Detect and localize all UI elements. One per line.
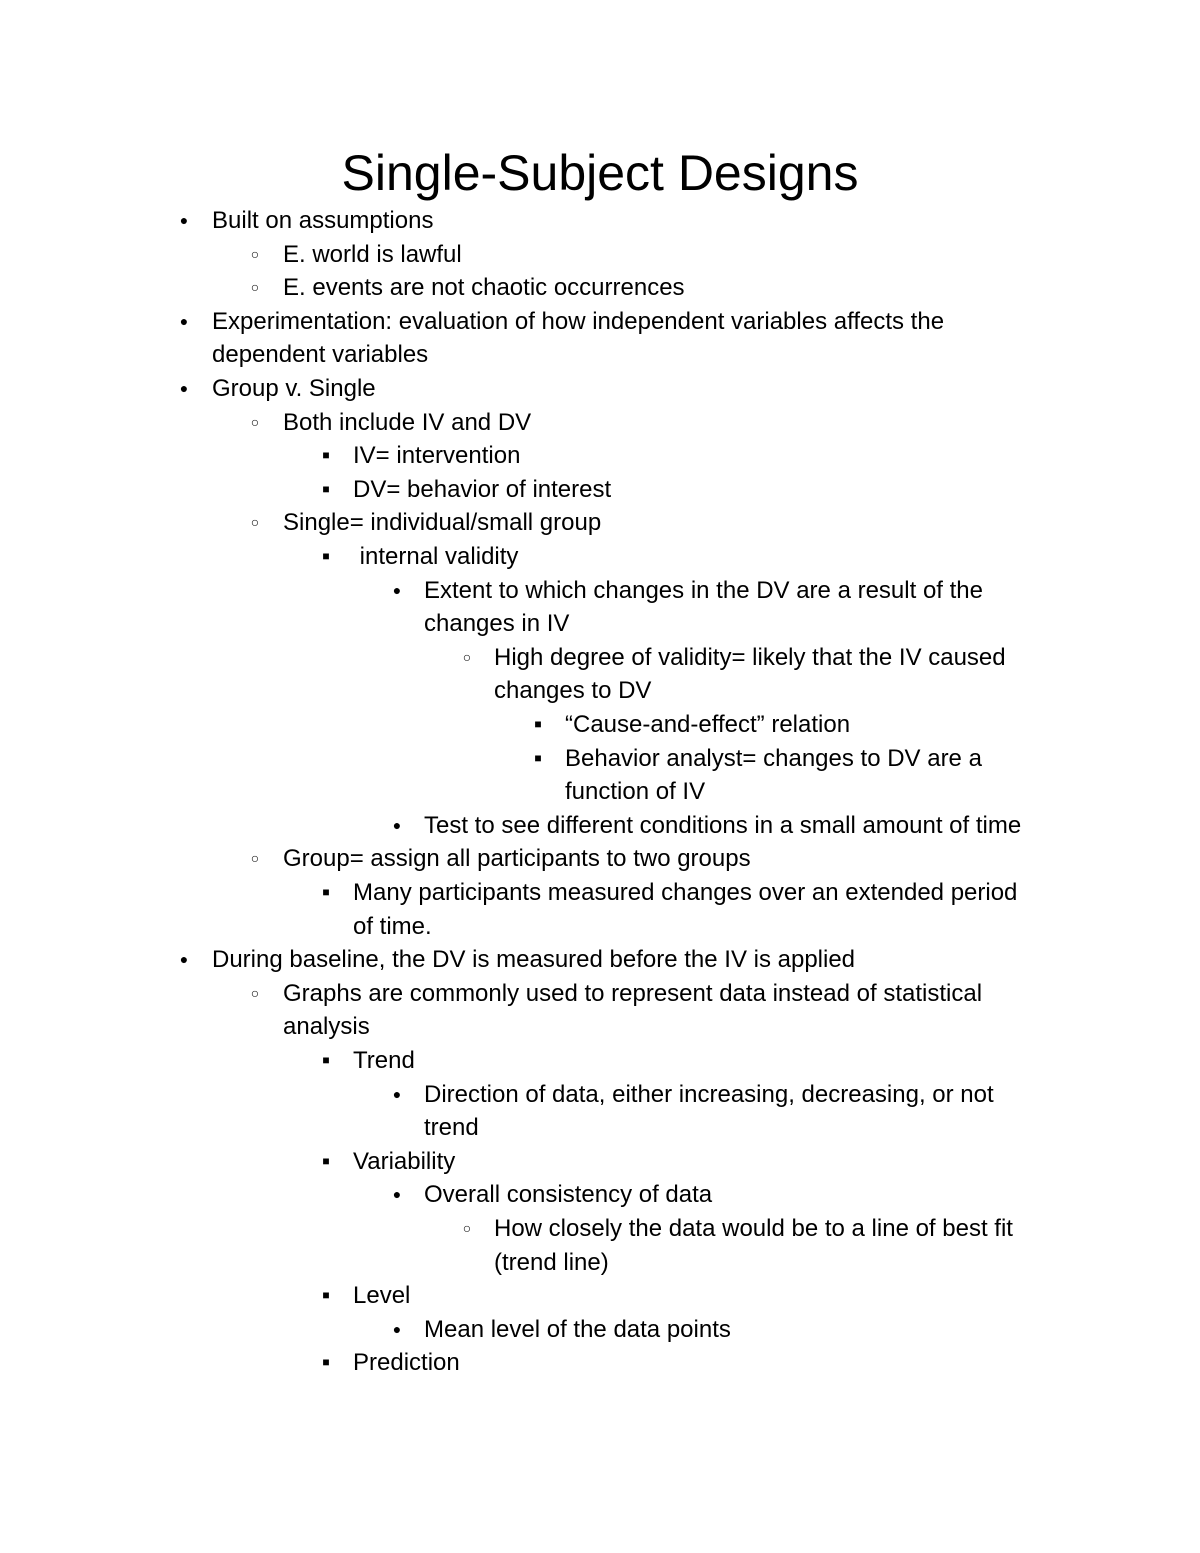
list-item: [212, 305, 1080, 372]
filled-circle-bullet-icon: ●: [179, 312, 189, 329]
hollow-circle-bullet-icon: ○: [250, 279, 260, 296]
list-item-text-line: E. events are not chaotic occurrences: [283, 274, 685, 302]
list-item-text-line: dependent variables: [212, 341, 429, 369]
hollow-circle-bullet-icon: ○: [250, 850, 260, 867]
list-item-text-line: Both include IV and DV: [283, 408, 532, 436]
list-item: [424, 1078, 1080, 1145]
list-item-text-line: analysis: [283, 1013, 370, 1041]
list-item-text-line: (trend line): [494, 1248, 609, 1276]
filled-circle-bullet-icon: ●: [392, 1186, 402, 1203]
filled-circle-bullet-icon: ●: [392, 581, 402, 598]
list-item-text-line: changes in IV: [424, 610, 570, 638]
list-item-text-line: of time.: [353, 912, 432, 940]
filled-circle-bullet-icon: ●: [392, 1085, 402, 1102]
list-item: [353, 439, 1080, 473]
list-item-text-line: internal validity: [353, 543, 519, 570]
list-item-text-line: Group= assign all participants to two groups: [283, 845, 751, 873]
hollow-circle-bullet-icon: ○: [250, 245, 260, 262]
list-item: [424, 1178, 1080, 1212]
list-item: [565, 708, 1080, 742]
list-item-text-line: During baseline, the DV is measured before the IV is applied: [212, 946, 856, 974]
list-item-text-line: Many participants measured changes over an extended period: [353, 879, 1018, 906]
list-item-text-line: “Cause-and-effect” relation: [565, 711, 851, 738]
filled-circle-bullet-icon: ●: [392, 1320, 402, 1337]
filled-circle-bullet-icon: ●: [179, 380, 189, 396]
hollow-circle-bullet-icon: ○: [462, 648, 472, 665]
list-item: [353, 1346, 1080, 1380]
list-item-text-line: IV= intervention: [353, 442, 521, 470]
list-item: [283, 406, 1080, 440]
filled-circle-bullet-icon: ●: [179, 212, 189, 228]
list-item-text-line: Group v. Single: [212, 375, 376, 402]
filled-square-bullet-icon: ■: [322, 549, 330, 563]
list-item: [424, 809, 1080, 843]
filled-square-bullet-icon: ■: [322, 885, 330, 899]
list-item-text-line: High degree of validity= likely that the IV caused: [494, 643, 1006, 671]
list-item: [212, 943, 1080, 977]
list-item: [353, 1145, 1080, 1179]
hollow-circle-bullet-icon: ○: [250, 514, 260, 531]
list-item-text-line: Test to see different conditions in a small amount of time: [424, 811, 1022, 839]
list-item-text-line: Experimentation: evaluation of how independent variables affects the: [212, 307, 945, 335]
list-item-text-line: Prediction: [353, 1349, 460, 1377]
hollow-circle-bullet-icon: ○: [250, 413, 260, 430]
filled-square-bullet-icon: ■: [534, 750, 542, 765]
list-item-text-line: DV= behavior of interest: [353, 475, 612, 503]
list-item: [424, 574, 1080, 641]
list-item-text-line: Single= individual/small group: [283, 509, 602, 537]
filled-square-bullet-icon: ■: [322, 448, 330, 463]
list-item: [494, 1212, 1080, 1279]
list-item: [283, 842, 1080, 876]
filled-circle-bullet-icon: ●: [179, 951, 189, 968]
list-item-text-line: E. world is lawful: [283, 240, 462, 268]
list-item-text-line: Behavior analyst= changes to DV are a: [565, 744, 982, 772]
filled-square-bullet-icon: ■: [322, 1355, 330, 1370]
list-item-text-line: Variability: [353, 1147, 456, 1175]
filled-circle-bullet-icon: ●: [392, 816, 402, 833]
list-item: [424, 1313, 1080, 1347]
list-item-text-line: function of IV: [565, 778, 706, 806]
list-item: [283, 977, 1080, 1044]
list-item: [353, 1279, 1080, 1313]
list-item: [353, 1044, 1080, 1078]
list-item: [494, 641, 1080, 708]
list-item: [212, 204, 1080, 238]
page-title: Single-Subject Designs: [341, 145, 859, 201]
hollow-circle-bullet-icon: ○: [462, 1220, 472, 1236]
list-item-text-line: Direction of data, either increasing, decreasing, or not: [424, 1080, 994, 1108]
filled-square-bullet-icon: ■: [322, 481, 330, 496]
list-item-text-line: Level: [353, 1282, 411, 1310]
list-item: [353, 876, 1080, 943]
list-item: [565, 742, 1080, 809]
list-item: [353, 473, 1080, 507]
list-item: [212, 372, 1080, 406]
list-item: [283, 238, 1080, 272]
list-item-text-line: Trend: [353, 1047, 415, 1074]
list-item: [283, 506, 1080, 540]
list-item-text-line: Extent to which changes in the DV are a result of the: [424, 576, 983, 604]
list-item-text-line: How closely the data would be to a line of best fit: [494, 1215, 1013, 1242]
filled-square-bullet-icon: ■: [322, 1053, 330, 1067]
list-item-text-line: Graphs are commonly used to represent data instead of statistical: [283, 979, 983, 1007]
list-item-text-line: changes to DV: [494, 677, 652, 705]
list-item: [283, 271, 1080, 305]
filled-square-bullet-icon: ■: [534, 717, 542, 731]
list-item-text-line: trend: [424, 1114, 479, 1142]
list-item-text-line: Overall consistency of data: [424, 1181, 713, 1209]
list-item-text-line: Built on assumptions: [212, 207, 434, 234]
list-item-text-line: Mean level of the data points: [424, 1315, 731, 1343]
hollow-circle-bullet-icon: ○: [250, 984, 260, 1001]
filled-square-bullet-icon: ■: [322, 1153, 330, 1168]
filled-square-bullet-icon: ■: [322, 1288, 330, 1303]
list-item: [353, 540, 1080, 574]
